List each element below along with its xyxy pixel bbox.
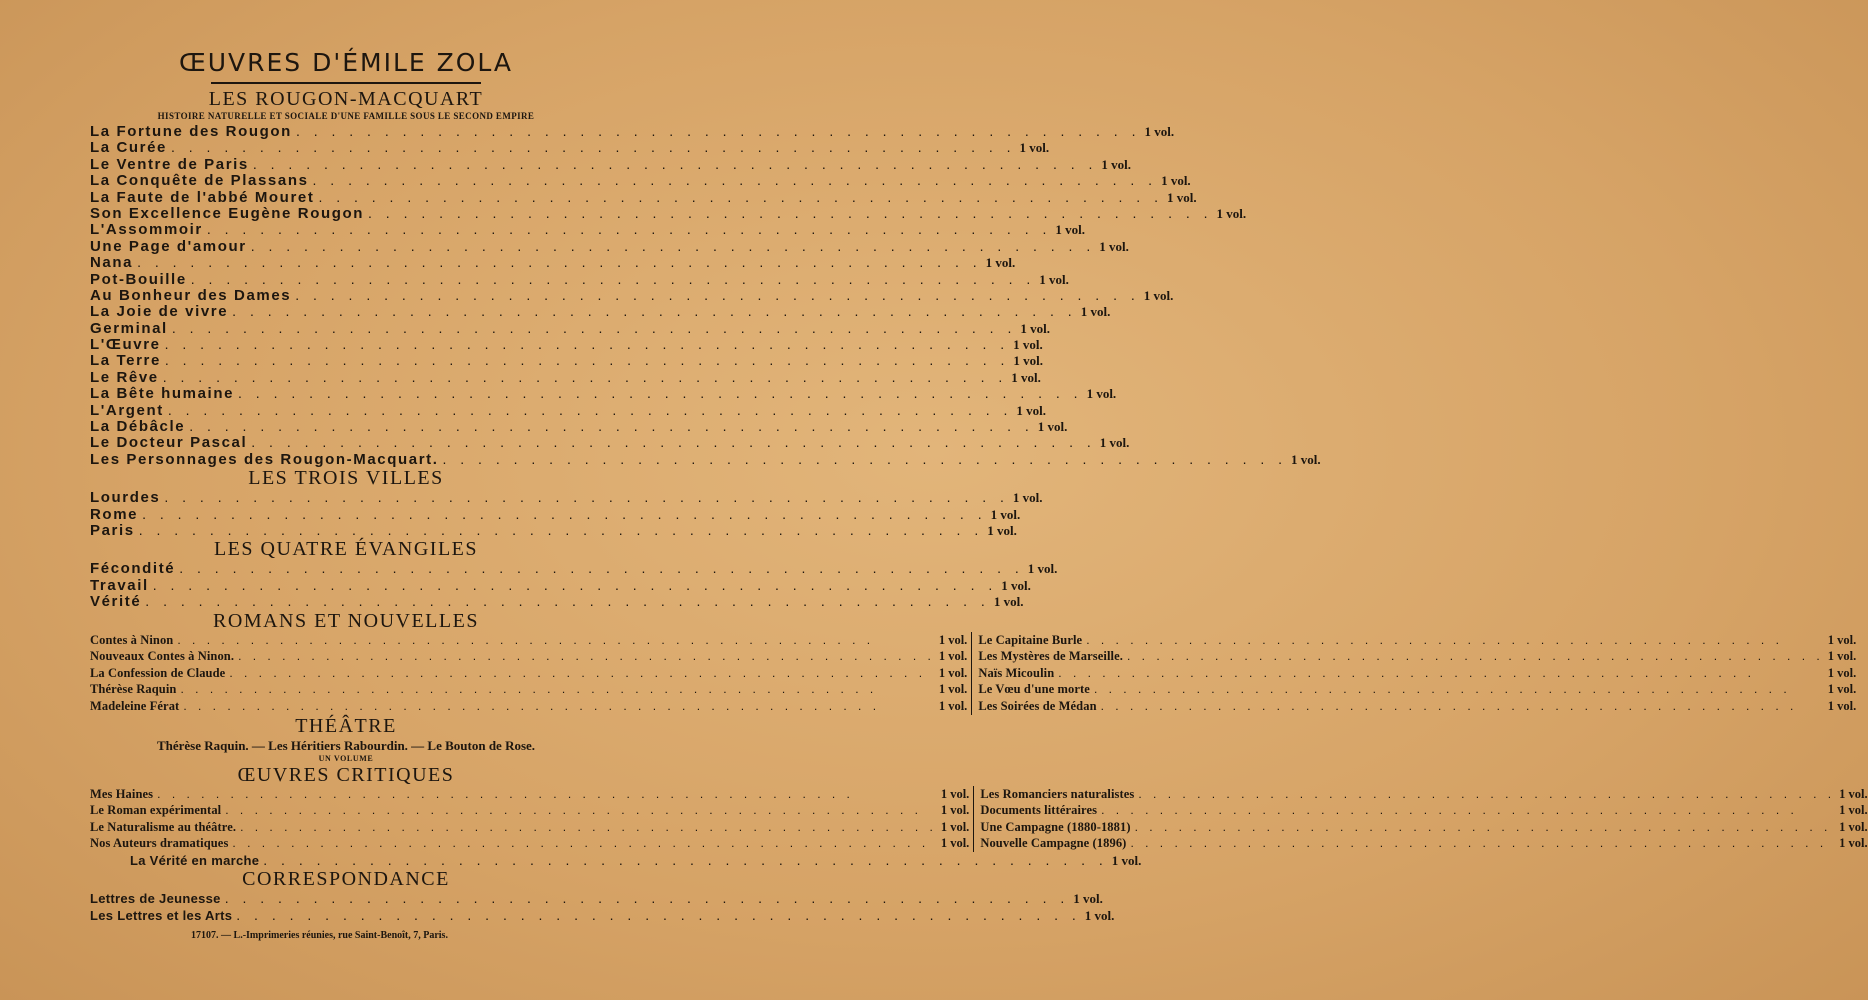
volume-count: 1 vol.	[1827, 665, 1857, 680]
critiques-columns	[90, 786, 1868, 852]
leader-dots	[161, 352, 1010, 368]
leader-dots	[167, 139, 1016, 155]
leader-dots	[133, 254, 982, 270]
book-list-trois-villes	[90, 489, 1043, 539]
leader-dots	[1126, 835, 1835, 852]
leader-dots	[314, 189, 1163, 205]
book-entry	[90, 155, 1132, 173]
volume-count: 1 vol.	[1827, 649, 1857, 664]
leader-dots	[221, 802, 937, 819]
book-entry	[980, 802, 1867, 819]
leader-dots	[364, 205, 1213, 221]
volume-count: 1 vol.	[1827, 698, 1857, 713]
book-entry	[90, 254, 1016, 272]
leader-dots	[225, 665, 935, 682]
book-entry	[90, 368, 1041, 386]
section-heading-rougon: LES ROUGON-MACQUART	[208, 88, 484, 110]
volume-count: 1 vol.	[993, 594, 1024, 610]
leader-dots	[228, 303, 1077, 319]
volume-count: 1 vol.	[1144, 124, 1175, 139]
leader-dots	[439, 451, 1288, 467]
book-entry	[90, 123, 1175, 140]
leader-dots	[236, 819, 937, 836]
book-title: Le Ventre de Paris	[90, 155, 249, 173]
volume-count: 1 vol.	[940, 786, 970, 801]
leader-dots	[159, 369, 1008, 385]
book-title: Travail	[90, 576, 149, 594]
volume-count: 1 vol.	[1827, 682, 1857, 697]
book-entry	[980, 786, 1867, 803]
book-title: La Bête humaine	[90, 385, 235, 403]
volume-count: 1 vol.	[1055, 222, 1086, 238]
book-entry	[90, 665, 967, 682]
book-title: Naïs Micoulin	[978, 665, 1055, 680]
romans-right-column	[972, 632, 1856, 715]
book-title: La Faute de l'abbé Mouret	[90, 188, 315, 206]
volume-count: 1 vol.	[1827, 632, 1857, 647]
leader-dots	[1123, 648, 1824, 665]
book-entry	[90, 681, 967, 698]
volume-count: 1 vol.	[1291, 451, 1321, 467]
book-entry	[90, 802, 969, 819]
leader-dots	[168, 320, 1017, 336]
leader-dots	[187, 271, 1036, 287]
volume-count: 1 vol.	[1166, 189, 1197, 205]
book-title: Le Roman expérimental	[90, 803, 222, 818]
book-title: Le Docteur Pascal	[90, 434, 248, 452]
leader-dots	[160, 489, 1009, 505]
critiques-last-wrapper	[90, 852, 1142, 868]
book-entry	[90, 270, 1069, 288]
volume-count: 1 vol.	[990, 506, 1021, 522]
leader-dots	[247, 434, 1096, 450]
book-title: Les Mystères de Marseille.	[978, 649, 1123, 664]
book-title: Les Soirées de Médan	[978, 698, 1097, 713]
book-title: La Joie de vivre	[90, 303, 229, 321]
leader-dots	[176, 681, 934, 698]
volume-count: 1 vol.	[938, 649, 968, 664]
book-entry	[90, 319, 1050, 337]
volume-count: 1 vol.	[938, 632, 968, 647]
leader-dots	[247, 238, 1096, 254]
volume-count: 1 vol.	[1039, 271, 1069, 287]
book-entry	[90, 204, 1247, 222]
book-entry	[90, 698, 967, 715]
book-entry	[90, 237, 1129, 255]
leader-dots	[1097, 802, 1835, 819]
book-entry	[978, 665, 1856, 682]
section-heading-theatre: THÉÂTRE	[295, 714, 397, 737]
leader-dots	[234, 648, 935, 665]
book-entry	[90, 139, 1050, 157]
book-entry	[980, 835, 1867, 852]
book-entry	[978, 698, 1856, 715]
leader-dots	[259, 852, 1108, 868]
leader-dots	[1054, 665, 1823, 682]
title-underline	[211, 82, 481, 84]
volume-count: 1 vol.	[1084, 907, 1115, 923]
leader-dots	[173, 632, 934, 649]
book-entry	[90, 450, 1321, 468]
book-entry	[978, 632, 1856, 649]
book-list-evangiles	[90, 560, 1058, 611]
book-title: Nouvelle Campagne (1896)	[980, 836, 1127, 851]
book-title: Vérité	[90, 593, 142, 611]
book-entry	[90, 401, 1047, 419]
volume-count: 1 vol.	[1073, 891, 1103, 907]
volume-count: 1 vol.	[1099, 435, 1130, 451]
leader-dots	[1097, 698, 1824, 715]
leader-dots	[292, 123, 1141, 139]
leader-dots	[141, 593, 990, 609]
book-entry	[90, 434, 1130, 452]
leader-dots	[185, 418, 1034, 434]
book-list-rougon	[90, 123, 1321, 468]
leader-dots	[175, 560, 1024, 576]
volume-count: 1 vol.	[1013, 353, 1044, 369]
book-entry	[90, 489, 1043, 507]
book-title: Contes à Ninon	[90, 632, 174, 647]
leader-dots	[203, 221, 1052, 237]
leader-dots	[234, 385, 1083, 401]
volume-count: 1 vol.	[940, 803, 970, 818]
book-title: La Débâcle	[90, 418, 186, 436]
leader-dots	[228, 835, 936, 852]
leader-dots	[1090, 681, 1824, 698]
book-title: Lourdes	[90, 489, 161, 507]
volume-count: 1 vol.	[1037, 419, 1068, 435]
leader-dots	[249, 156, 1098, 172]
volume-count: 1 vol.	[1839, 819, 1868, 834]
book-entry	[90, 418, 1068, 436]
book-entry	[90, 576, 1031, 594]
volume-count: 1 vol.	[1161, 173, 1191, 189]
volume-count: 1 vol.	[1839, 786, 1868, 801]
book-entry	[90, 648, 967, 665]
volume-count: 1 vol.	[1839, 836, 1868, 851]
book-title: La Conquête de Plassans	[90, 172, 309, 190]
volume-count: 1 vol.	[1099, 238, 1129, 254]
book-title: Au Bonheur des Dames	[90, 286, 292, 304]
book-title: Pot-Bouille	[90, 270, 187, 288]
leader-dots	[161, 336, 1010, 352]
book-entry	[90, 907, 1115, 923]
section-heading-critiques: ŒUVRES CRITIQUES	[237, 763, 455, 786]
volume-count: 1 vol.	[985, 255, 1016, 271]
book-entry	[90, 521, 1017, 539]
book-entry	[90, 505, 1021, 523]
book-title: Une Page d'amour	[90, 237, 247, 255]
leader-dots	[1131, 819, 1836, 836]
leader-dots	[291, 287, 1140, 303]
book-entry	[90, 890, 1103, 907]
section-heading-correspondance: CORRESPONDANCE	[242, 868, 450, 891]
volume-count: 1 vol.	[1080, 304, 1111, 320]
book-title: La Terre	[90, 352, 161, 370]
book-entry	[90, 385, 1117, 403]
book-title: Le Naturalisme au théâtre.	[90, 819, 237, 834]
book-entry	[130, 852, 1142, 868]
book-title: Nos Auteurs dramatiques	[90, 836, 229, 851]
book-entry	[90, 286, 1174, 304]
section-subtitle-rougon: HISTOIRE NATURELLE ET SOCIALE D'UNE FAMILLE SOUS LE SECOND EMPIRE	[157, 111, 535, 121]
leader-dots	[179, 698, 935, 715]
book-title: Les Lettres et les Arts	[90, 907, 233, 923]
volume-count: 1 vol.	[1839, 803, 1868, 818]
book-title: Son Excellence Eugène Rougon	[90, 204, 365, 222]
critiques-right-column	[974, 786, 1867, 852]
section-heading-trois-villes: LES TROIS VILLES	[248, 467, 444, 490]
volume-count: 1 vol.	[1111, 852, 1142, 868]
book-title: Nouveaux Contes à Ninon.	[90, 649, 235, 664]
leader-dots	[135, 522, 984, 538]
book-title: Nana	[90, 254, 134, 272]
book-entry	[980, 819, 1867, 836]
book-title: L'Œuvre	[90, 336, 161, 354]
volume-count: 1 vol.	[1086, 386, 1117, 402]
book-title: Mes Haines	[90, 786, 154, 801]
book-entry	[90, 188, 1197, 206]
book-entry	[90, 352, 1044, 370]
volume-count: 1 vol.	[1012, 490, 1043, 506]
book-title: Le Rêve	[90, 368, 159, 386]
theatre-titles: Thérèse Raquin. — Les Héritiers Rabourdin. — Le Bouton de Rose.	[156, 737, 536, 753]
book-entry	[90, 632, 967, 649]
book-title: Documents littéraires	[980, 803, 1098, 818]
leader-dots	[138, 506, 987, 522]
book-title: La Confession de Claude	[90, 665, 226, 680]
book-entry	[90, 819, 969, 836]
book-entry	[978, 681, 1856, 698]
book-entry	[90, 172, 1191, 190]
volume-count: 1 vol.	[1016, 402, 1047, 418]
volume-count: 1 vol.	[1001, 577, 1031, 593]
book-title: La Vérité en marche	[130, 852, 260, 868]
book-entry	[90, 786, 969, 803]
leader-dots	[153, 786, 937, 803]
book-entry	[90, 593, 1024, 611]
theatre-volume-note: UN VOLUME	[318, 753, 374, 763]
romans-columns	[90, 632, 1857, 715]
volume-count: 1 vol.	[1019, 140, 1050, 156]
romans-left-column	[90, 632, 972, 715]
book-title: Lettres de Jeunesse	[90, 891, 221, 907]
book-title: Le Capitaine Burle	[978, 632, 1083, 647]
leader-dots	[1134, 786, 1835, 803]
book-title: Les Personnages des Rougon-Macquart.	[90, 450, 439, 468]
book-title: La Fortune des Rougon	[90, 123, 292, 140]
book-title: Le Vœu d'une morte	[978, 682, 1090, 697]
printer-footer: 17107. — L.-Imprimeries réunies, rue Saint-Benoît, 7, Paris.	[191, 930, 448, 941]
book-title: Les Romanciers naturalistes	[980, 786, 1135, 801]
book-entry	[90, 336, 1043, 354]
leader-dots	[232, 907, 1081, 923]
book-entry	[978, 648, 1856, 665]
book-entry	[90, 560, 1058, 578]
volume-count: 1 vol.	[940, 836, 970, 851]
leader-dots	[149, 577, 998, 593]
volume-count: 1 vol.	[1013, 337, 1043, 353]
book-title: Madeleine Férat	[90, 698, 180, 713]
volume-count: 1 vol.	[1027, 561, 1058, 577]
volume-count: 1 vol.	[987, 522, 1017, 538]
volume-count: 1 vol.	[1020, 320, 1050, 336]
leader-dots	[309, 172, 1158, 188]
book-entry	[90, 835, 969, 852]
leader-dots	[1082, 632, 1824, 649]
volume-count: 1 vol.	[1143, 287, 1174, 303]
volume-count: 1 vol.	[1011, 369, 1041, 385]
volume-count: 1 vol.	[938, 698, 968, 713]
volume-count: 1 vol.	[940, 819, 970, 834]
book-title: Thérèse Raquin	[90, 682, 177, 697]
book-title: Rome	[90, 505, 139, 523]
book-title: Une Campagne (1880-1881)	[980, 819, 1131, 834]
book-title: L'Assommoir	[90, 221, 203, 239]
book-list-correspondance	[90, 890, 1115, 923]
book-entry	[90, 303, 1111, 321]
critiques-left-column	[90, 786, 974, 852]
book-title: Paris	[90, 521, 135, 539]
catalog-page	[90, 40, 1868, 923]
volume-count: 1 vol.	[1101, 156, 1132, 172]
page-title: ŒUVRES D'ÉMILE ZOLA	[178, 48, 514, 77]
section-heading-romans: ROMANS ET NOUVELLES	[213, 609, 479, 632]
book-title: Fécondité	[90, 560, 176, 578]
leader-dots	[221, 890, 1070, 906]
volume-count: 1 vol.	[938, 682, 968, 697]
book-title: Germinal	[90, 319, 168, 337]
volume-count: 1 vol.	[1216, 205, 1247, 221]
book-entry	[90, 221, 1086, 239]
volume-count: 1 vol.	[938, 665, 968, 680]
section-heading-evangiles: LES QUATRE ÉVANGILES	[213, 538, 479, 561]
leader-dots	[164, 402, 1013, 418]
book-title: La Curée	[90, 139, 167, 157]
book-title: L'Argent	[90, 401, 164, 419]
